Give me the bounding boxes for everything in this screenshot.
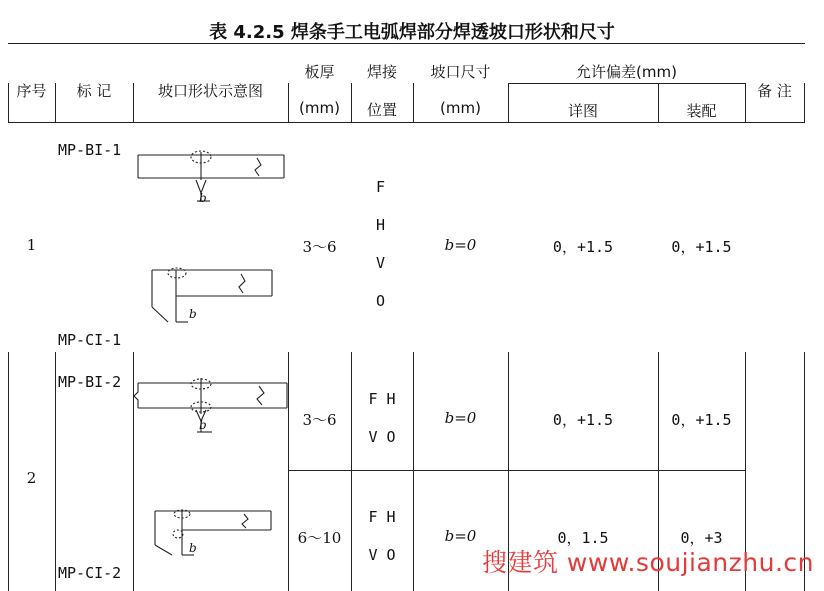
- row2-seq: 2: [26, 469, 37, 487]
- row2b-detail: 0，1.5: [557, 529, 609, 547]
- header-detail: 详图: [567, 102, 598, 120]
- header-thickness-unit: (mm): [299, 99, 340, 117]
- table-title: 表 4.2.5 焊条手工电弧焊部分焊透坡口形状和尺寸: [209, 22, 615, 43]
- row1-dim-label-b: b: [189, 307, 197, 321]
- row1-position-f: F: [376, 178, 386, 196]
- header-seq: 序号: [16, 82, 47, 100]
- header-tolerance: 允许偏差(mm): [576, 63, 677, 81]
- row1-seq: 1: [26, 236, 37, 254]
- header-diagram: 坡口形状示意图: [157, 82, 263, 100]
- watermark: 搜建筑 www.soujianzhu.cn: [481, 548, 814, 577]
- header-thickness: 板厚: [304, 63, 335, 81]
- header-groove: 坡口尺寸: [430, 63, 491, 81]
- row1-assembly: 0，+1.5: [671, 238, 732, 256]
- row2a-thickness: 3～6: [302, 411, 337, 429]
- row2-dim-label-b: b: [189, 541, 197, 555]
- header-mark: 标 记: [76, 82, 112, 100]
- row1-thickness: 3～6: [302, 238, 337, 256]
- header-remark: 备 注: [757, 82, 792, 100]
- header-position-2: 位置: [366, 101, 397, 119]
- row2a-position-1: F H: [368, 390, 396, 408]
- row2b-position-1: F H: [368, 508, 396, 526]
- row2-dim-label-a: b: [199, 418, 207, 432]
- row2a-position-2: V O: [368, 428, 396, 446]
- row2-mark-bottom: MP-CI-2: [58, 564, 122, 582]
- row1-groove: b=0: [444, 236, 477, 254]
- row2b-thickness: 6～10: [297, 529, 342, 547]
- row1-position-h: H: [376, 216, 386, 234]
- row1-dim-label-a: b: [199, 191, 207, 205]
- row1-position-o: O: [376, 292, 386, 310]
- row2b-groove: b=0: [444, 527, 477, 545]
- header-groove-unit: (mm): [440, 99, 481, 117]
- row2b-assembly: 0，+3: [680, 529, 723, 547]
- header-assembly: 装配: [686, 102, 717, 120]
- row1-detail: 0，+1.5: [552, 238, 614, 256]
- row2-mark-top: MP-BI-2: [58, 373, 122, 391]
- row1-position-v: V: [376, 254, 386, 272]
- row1-mark-top: MP-BI-1: [58, 141, 122, 159]
- row2a-assembly: 0，+1.5: [671, 411, 732, 429]
- header-position: 焊接: [366, 63, 397, 81]
- row2b-position-2: V O: [368, 546, 396, 564]
- row2a-groove: b=0: [444, 409, 477, 427]
- row2a-detail: 0，+1.5: [552, 411, 614, 429]
- row1-mark-bottom: MP-CI-1: [58, 331, 122, 349]
